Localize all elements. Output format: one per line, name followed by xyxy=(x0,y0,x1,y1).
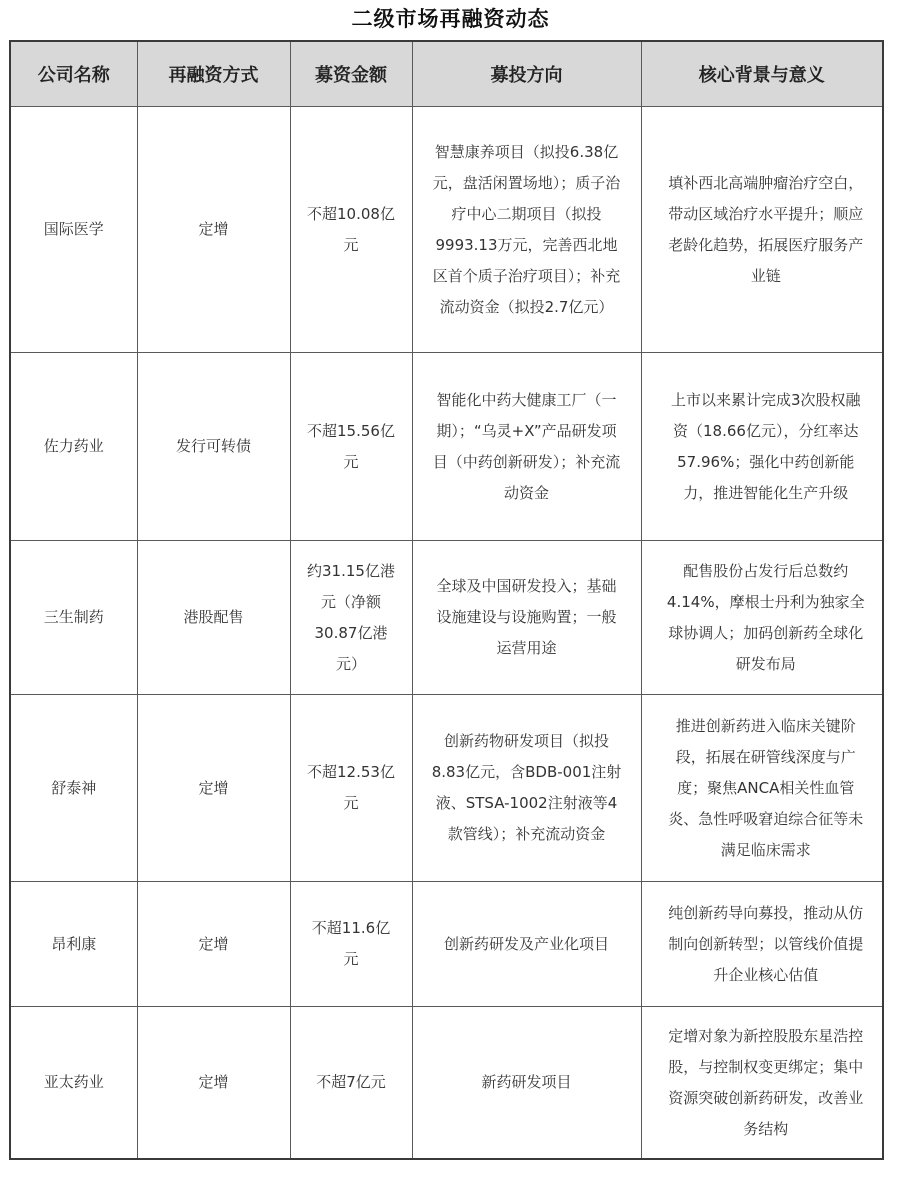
direction-cell: 智能化中药大健康工厂（一期）；“乌灵+X”产品研发项目（中药创新研发）；补充流动资金 xyxy=(412,353,641,541)
direction-cell: 智慧康养项目（拟投6.38亿元，盘活闲置场地）；质子治疗中心二期项目（拟投9993.13万元，完善西北地区首个质子治疗项目）；补充流动资金（拟投2.7亿元） xyxy=(412,107,641,353)
amount-cell: 不超10.08亿元 xyxy=(290,107,412,353)
table-row xyxy=(10,695,883,882)
header-row xyxy=(10,41,883,107)
company-cell: 昂利康 xyxy=(10,882,137,1007)
method-cell: 港股配售 xyxy=(137,541,290,695)
background-cell: 填补西北高端肿瘤治疗空白，带动区域治疗水平提升；顺应老龄化趋势，拓展医疗服务产业链 xyxy=(641,107,883,353)
table-row xyxy=(10,107,883,353)
background-cell: 配售股份占发行后总数约4.14%，摩根士丹利为独家全球协调人；加码创新药全球化研发布局 xyxy=(641,541,883,695)
company-cell: 佐力药业 xyxy=(10,353,137,541)
amount-cell: 约31.15亿港元（净额30.87亿港元） xyxy=(290,541,412,695)
background-cell: 定增对象为新控股股东星浩控股，与控制权变更绑定；集中资源突破创新药研发，改善业务结构 xyxy=(641,1007,883,1160)
table-row xyxy=(10,353,883,541)
company-cell: 亚太药业 xyxy=(10,1007,137,1160)
amount-cell: 不超11.6亿元 xyxy=(290,882,412,1007)
table-row xyxy=(10,1007,883,1160)
method-cell: 定增 xyxy=(137,1007,290,1160)
amount-cell: 不超7亿元 xyxy=(290,1007,412,1160)
method-cell: 发行可转债 xyxy=(137,353,290,541)
background-cell: 推进创新药进入临床关键阶段，拓展在研管线深度与广度；聚焦ANCA相关性血管炎、急性呼吸窘迫综合征等未满足临床需求 xyxy=(641,695,883,882)
method-cell: 定增 xyxy=(137,107,290,353)
table-row xyxy=(10,882,883,1007)
direction-cell: 创新药研发及产业化项目 xyxy=(412,882,641,1007)
direction-cell: 创新药物研发项目（拟投8.83亿元，含BDB-001注射液、STSA-1002注射液等4款管线）；补充流动资金 xyxy=(412,695,641,882)
amount-cell: 不超15.56亿元 xyxy=(290,353,412,541)
table-row xyxy=(10,541,883,695)
header-background: 核心背景与意义 xyxy=(641,41,883,107)
header-amount: 募资金额 xyxy=(290,41,412,107)
refinancing-table xyxy=(9,40,884,1160)
company-cell: 国际医学 xyxy=(10,107,137,353)
amount-cell: 不超12.53亿元 xyxy=(290,695,412,882)
header-direction: 募投方向 xyxy=(412,41,641,107)
method-cell: 定增 xyxy=(137,882,290,1007)
header-method: 再融资方式 xyxy=(137,41,290,107)
method-cell: 定增 xyxy=(137,695,290,882)
page-title: 二级市场再融资动态 xyxy=(351,6,550,31)
direction-cell: 全球及中国研发投入；基础设施建设与设施购置；一般运营用途 xyxy=(412,541,641,695)
company-cell: 舒泰神 xyxy=(10,695,137,882)
background-cell: 纯创新药导向募投，推动从仿制向创新转型；以管线价值提升企业核心估值 xyxy=(641,882,883,1007)
company-cell: 三生制药 xyxy=(10,541,137,695)
direction-cell: 新药研发项目 xyxy=(412,1007,641,1160)
header-company: 公司名称 xyxy=(10,41,137,107)
background-cell: 上市以来累计完成3次股权融资（18.66亿元），分红率达57.96%；强化中药创新能力，推进智能化生产升级 xyxy=(641,353,883,541)
